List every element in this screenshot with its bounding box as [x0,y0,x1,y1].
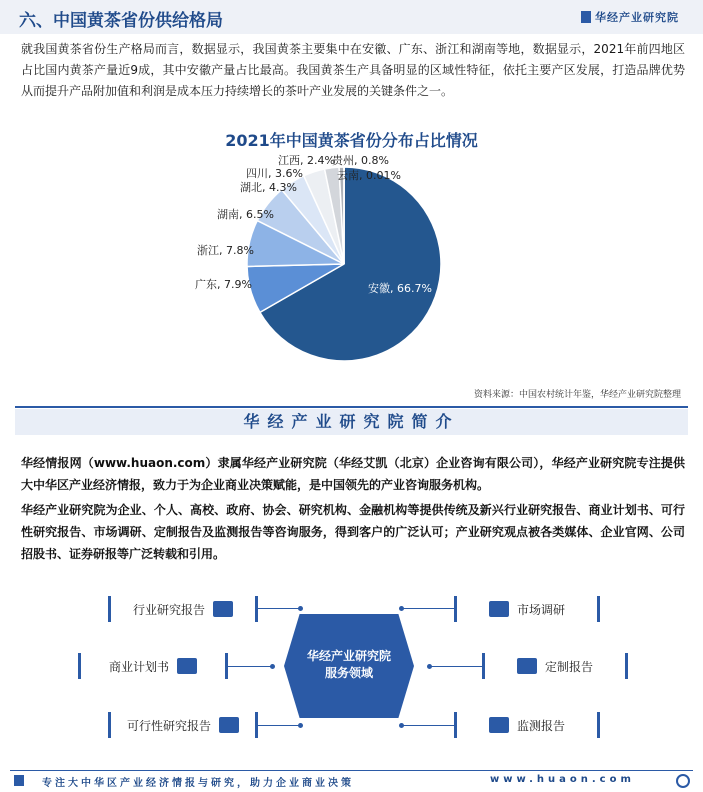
monitor-icon [489,717,509,733]
document-icon [219,717,239,733]
pie-label-8: 贵州, 0.8% [332,154,389,167]
connector-dot [298,723,303,728]
about-paragraph-1: 华经情报网（www.huaon.com）隶属华经产业研究院（华经艾凯（北京）企业咨询有限公司），华经产业研究院专注提供大中华区产业经济情报，致力于为企业商业决策赋能，是中国领先的产业咨询服务机构。 [21,456,685,492]
pie-label-5: 湖北, 4.3% [240,181,297,194]
connector-line [252,725,300,726]
footer [0,772,703,790]
connector-line [402,725,454,726]
about-banner: 华经产业研究院简介 [15,409,688,435]
connector-line [222,666,272,667]
chart-title: 2021年中国黄茶省份分布占比情况 [225,131,478,150]
service-label: 市场调研 [516,602,565,617]
service-business-plan[interactable] [78,653,228,679]
pie-label-9: 云南, 0.01% [337,169,401,182]
service-label: 定制报告 [544,659,593,674]
services-center-line2: 服务领域 [324,666,373,680]
service-label: 可行性研究报告 [126,718,211,733]
service-label: 商业计划书 [108,659,169,674]
service-custom-report[interactable] [482,653,628,679]
connector-line [402,608,454,609]
pie-label-7: 江西, 2.4% [278,154,335,167]
services-center-label [284,648,414,682]
pie-label-1: 安徽, 66.7% [368,282,432,295]
connector-line [430,666,482,667]
service-label: 监测报告 [516,718,565,733]
connector-dot [399,606,404,611]
card-icon [177,658,197,674]
pie-label-3: 浙江, 7.8% [197,244,254,257]
footer-slogan: 专注大中华区产业经济情报与研究，助力企业商业决策 [42,778,354,789]
footer-divider [10,770,693,771]
connector-dot [270,664,275,669]
pie-label-4: 湖南, 6.5% [217,208,274,221]
chart-icon [213,601,233,617]
services-center-line1: 华经产业研究院 [306,649,391,663]
bar-chart-icon [489,601,509,617]
banner-divider [15,406,688,408]
brand-name: 华经产业研究院 [595,11,679,24]
connector-line [252,608,300,609]
pie-label-6: 四川, 3.6% [246,167,303,180]
about-paragraph-2: 华经产业研究院为企业、个人、高校、政府、协会、研究机构、金融机构等提供传统及新兴行业研究报告、商业计划书、可行性研究报告、市场调研、定制报告及监测报告等咨询服务，得到客户的广泛认可；产业研究观点被各类媒体、企业官网、公司招股书、证券研报等广泛转载和引用。 [21,503,685,561]
service-feasibility-report[interactable] [108,712,258,738]
footer-logo-icon [14,775,24,786]
intro-paragraph: 就我国黄茶省份生产格局而言，数据显示，我国黄茶主要集中在安徽、广东、浙江和湖南等地，数据显示，2021年前四地区占比国内黄茶产量近9成，其中安徽产量占比最高。我国黄茶生产具备明显的区域性特征，依托主要产区发展，打造品牌优势从而提升产品附加值和利润是成本压力持续增长的茶叶产业发展的关键条件之一。 [21,42,685,98]
chart-source: 资料来源：中国农村统计年鉴，华经产业研究院整理 [473,390,681,400]
service-label: 行业研究报告 [132,602,205,617]
search-icon[interactable] [676,774,690,788]
service-industry-report[interactable] [108,596,258,622]
connector-dot [298,606,303,611]
service-monitoring-report[interactable] [454,712,600,738]
pie-label-2: 广东, 7.9% [195,278,252,291]
connector-dot [399,723,404,728]
footer-url-link[interactable]: www.huaon.com [490,774,635,785]
connector-dot [427,664,432,669]
service-market-research[interactable] [454,596,600,622]
edit-icon [517,658,537,674]
section-title: 六、中国黄茶省份供给格局 [19,11,223,31]
